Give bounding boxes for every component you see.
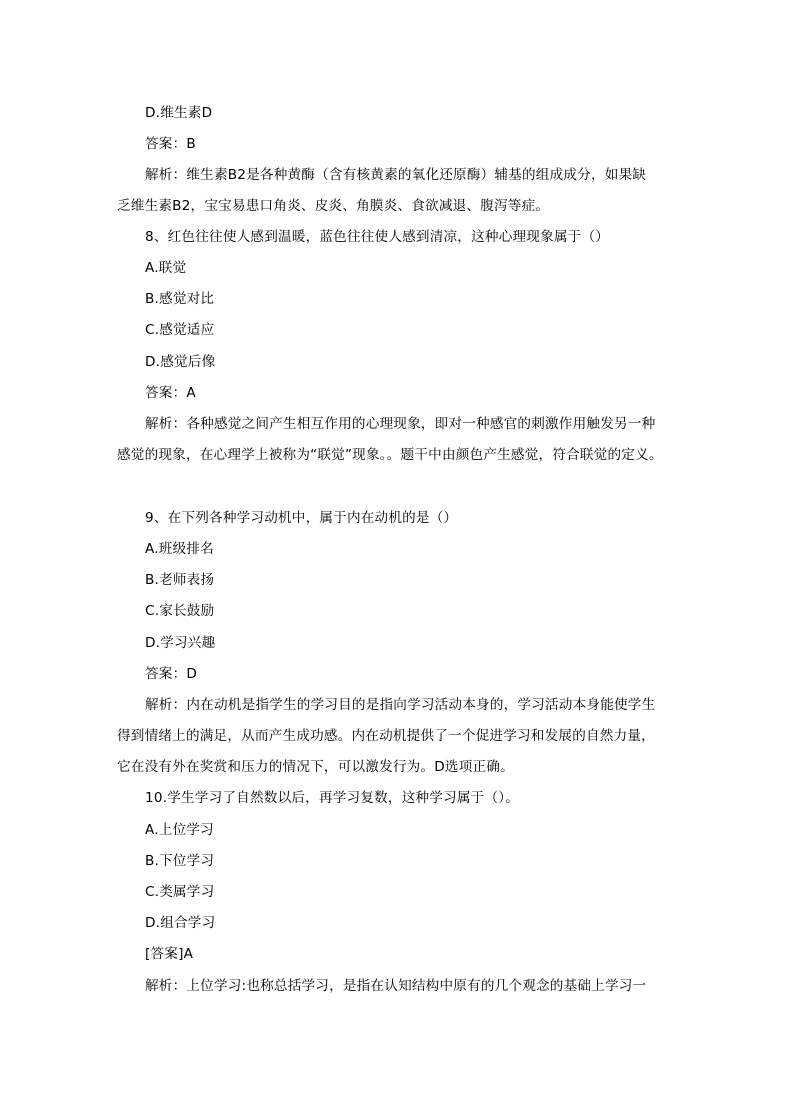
q9-answer: 答案：D bbox=[145, 666, 198, 682]
q9-option-d: D.学习兴趣 bbox=[145, 635, 216, 651]
q7-option-d: D.维生素D bbox=[145, 105, 213, 121]
q8-answer: 答案：A bbox=[145, 385, 196, 401]
q10-option-c: C.类属学习 bbox=[145, 884, 215, 900]
q8-question: 8、红色往往使人感到温暖，蓝色往往使人感到清凉，这种心理现象属于（） bbox=[145, 229, 610, 245]
q9-question: 9、在下列各种学习动机中，属于内在动机的是（） bbox=[145, 510, 458, 526]
q9-analysis-line-3: 它在没有外在奖赏和压力的情况下，可以激发行为。D选项正确。 bbox=[117, 759, 514, 775]
q10-option-b: B.下位学习 bbox=[145, 853, 215, 869]
q7-answer: 答案：B bbox=[145, 136, 196, 152]
q7-analysis-line-2: 乏维生素B2，宝宝易患口角炎、皮炎、角膜炎、食欲减退、腹泻等症。 bbox=[117, 198, 550, 214]
q10-question: 10.学生学习了自然数以后，再学习复数，这种学习属于（）。 bbox=[145, 790, 520, 806]
q8-option-a: A.联觉 bbox=[145, 260, 187, 276]
q8-analysis-line-1: 解析：各种感觉之间产生相互作用的心理现象，即对一种感官的刺激作用触发另一种 bbox=[145, 416, 656, 432]
q9-option-a: A.班级排名 bbox=[145, 541, 214, 557]
q8-option-c: C.感觉适应 bbox=[145, 322, 215, 338]
q9-analysis-line-1: 解析：内在动机是指学生的学习目的是指向学习活动本身的，学习活动本身能使学生 bbox=[145, 697, 656, 713]
q10-option-d: D.组合学习 bbox=[145, 915, 216, 931]
q10-answer: [答案]A bbox=[145, 946, 194, 962]
q8-option-b: B.感觉对比 bbox=[145, 291, 215, 307]
q10-option-a: A.上位学习 bbox=[145, 822, 214, 838]
q8-analysis-line-2: 感觉的现象，在心理学上被称为“联觉”现象。。题干中由颜色产生感觉，符合联觉的定义。 bbox=[117, 447, 663, 463]
q9-option-b: B.老师表扬 bbox=[145, 572, 215, 588]
q10-analysis-line-1: 解析：上位学习:也称总括学习，是指在认知结构中原有的几个观念的基础上学习一 bbox=[145, 978, 647, 994]
q7-analysis-line-1: 解析：维生素B2是各种黄酶（含有核黄素的氧化还原酶）辅基的组成成分，如果缺 bbox=[145, 167, 647, 183]
q9-option-c: C.家长鼓励 bbox=[145, 603, 215, 619]
q9-analysis-line-2: 得到情绪上的满足，从而产生成功感。内在动机提供了一个促进学习和发展的自然力量， bbox=[117, 728, 655, 744]
q8-option-d: D.感觉后像 bbox=[145, 354, 216, 370]
